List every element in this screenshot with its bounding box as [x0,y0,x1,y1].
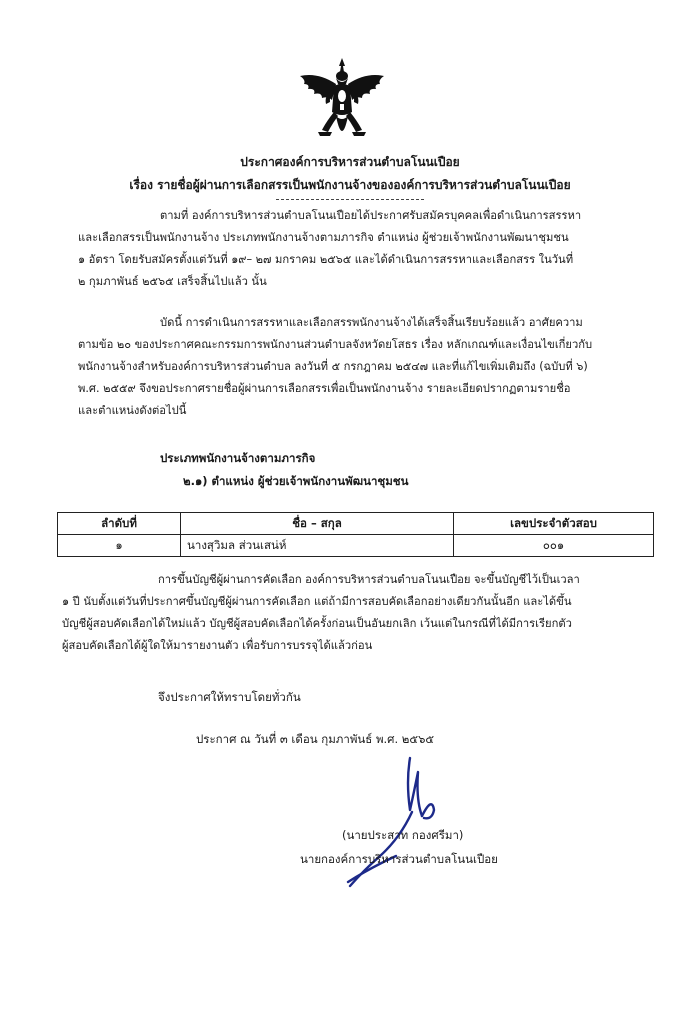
table-header-row [58,513,654,535]
handwritten-signature-icon [340,752,450,892]
announcement-closing: จึงประกาศให้ทราบโดยทั่วกัน [158,690,301,704]
cell-order: ๑ [58,535,181,557]
signatory-name: (นายประสาท กองศรีมา) [342,828,464,842]
paragraph-line: ตามที่ องค์การบริหารส่วนตำบลโนนเปือยได้ประกาศรับสมัครบุคคลเพื่อดำเนินการสรรหา [160,209,582,222]
paragraph-line: ๑ ปี นับตั้งแต่วันที่ประกาศขึ้นบัญชีผู้ผ่านการคัดเลือก แต่ถ้ามีการสอบคัดเลือกอย่างเดียวกันนั้นอีก และได้ขึ้น [62,595,572,608]
garuda-emblem-icon [296,56,388,148]
signatory-title: นายกองค์การบริหารส่วนตำบลโนนเปือย [300,852,498,866]
paragraph-line: พ.ศ. ๒๕๕๙ จึงขอประกาศรายชื่อผู้ผ่านการเลือกสรรเพื่อเป็นพนักงานจ้าง รายละเอียดปรากฏตามรายชื่อ [78,382,571,395]
selected-candidates-table [57,512,654,557]
cell-name: นางสุวิมล ส่วนเสน่ห์ [181,535,454,557]
paragraph-line: ผู้สอบคัดเลือกได้ผู้ใดให้มารายงานตัว เพื่อรับการบรรจุได้แล้วก่อน [62,639,373,652]
employee-type-heading: ประเภทพนักงานจ้างตามภารกิจ [160,451,316,465]
paragraph-result [78,312,650,422]
column-header-exam-id: เลขประจำตัวสอบ [454,513,654,535]
paragraph-line: การขึ้นบัญชีผู้ผ่านการคัดเลือก องค์การบริหารส่วนตำบลโนนเปือย จะขึ้นบัญชีไว้เป็นเวลา [158,573,580,586]
column-header-order: ลำดับที่ [58,513,181,535]
paragraph-line: และเลือกสรรเป็นพนักงานจ้าง ประเภทพนักงานจ้างตามภารกิจ ตำแหน่ง ผู้ช่วยเจ้าพนักงานพัฒนาชุมชน [78,231,569,244]
paragraph-line: ตามข้อ ๒๐ ของประกาศคณะกรรมการพนักงานส่วนตำบลจังหวัดยโสธร เรื่อง หลักเกณฑ์และเงื่อนไขเกี่ยวกับ [78,338,593,351]
position-heading: ๒.๑) ตำแหน่ง ผู้ช่วยเจ้าพนักงานพัฒนาชุมชน [183,474,409,488]
cell-exam-id: ๐๐๑ [454,535,654,557]
paragraph-line: ๒ กุมภาพันธ์ ๒๕๖๕ เสร็จสิ้นไปแล้ว นั้น [78,275,267,288]
header-divider [276,199,424,200]
paragraph-recruitment [78,205,650,293]
table-row [58,535,654,557]
column-header-name: ชื่อ – สกุล [181,513,454,535]
paragraph-line: บัดนี้ การดำเนินการสรรหาและเลือกสรรพนักงานจ้างได้เสร็จสิ้นเรียบร้อยแล้ว อาศัยความ [160,316,583,329]
paragraph-list-validity [62,569,652,657]
announcement-date: ประกาศ ณ วันที่ ๓ เดือน กุมภาพันธ์ พ.ศ. ๒๕๖๕ [196,732,435,746]
paragraph-line: ๑ อัตรา โดยรับสมัครตั้งแต่วันที่ ๑๙– ๒๗ มกราคม ๒๕๖๕ และได้ดำเนินการสรรหาและเลือกสรร ในวันที่ [78,253,574,266]
paragraph-line: และตำแหน่งดังต่อไปนี้ [78,404,187,417]
paragraph-line: พนักงานจ้างสำหรับองค์การบริหารส่วนตำบล ลงวันที่ ๕ กรกฎาคม ๒๕๔๗ และที่แก้ไขเพิ่มเติมถึง (ฉบับที่ ๖) [78,360,588,373]
paragraph-line: บัญชีผู้สอบคัดเลือกได้ใหม่แล้ว บัญชีผู้สอบคัดเลือกได้ครั้งก่อนเป็นอันยกเลิก เว้นแต่ในกรณีที่ได้มีการเรียกตัว [62,617,572,630]
announcement-subject: เรื่อง รายชื่อผู้ผ่านการเลือกสรรเป็นพนักงานจ้างขององค์การบริหารส่วนตำบลโนนเปือย [129,178,571,192]
announcement-title: ประกาศองค์การบริหารส่วนตำบลโนนเปือย [240,155,460,169]
